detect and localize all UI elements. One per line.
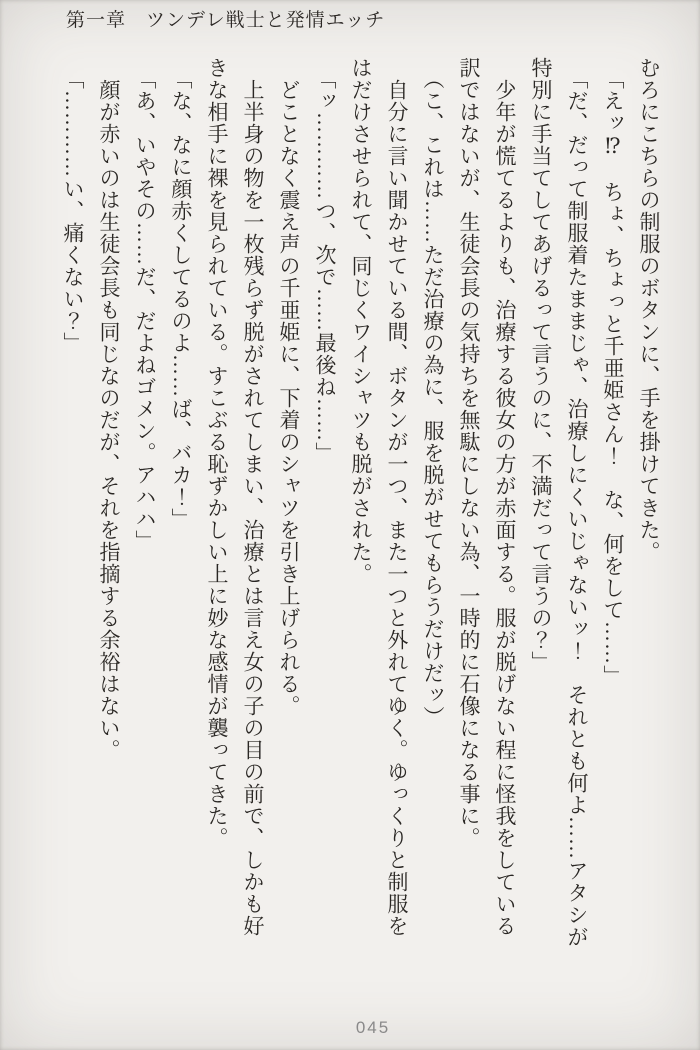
text-column: 訳ではないが、生徒会長の気持ちを無駄にしない為、一時的に石像になる事に。 (457, 57, 481, 849)
text-column: 自分に言い聞かせている間、ボタンが一つ、また一つと外れてゆく。ゆっくりと制服を (385, 79, 409, 937)
text-column: 「えッ⁉ ちょ、ちょっと千亜姫さん！ な、何をして……」 (601, 68, 625, 687)
text-column: むろにこちらの制服のボタンに、手を掛けてきた。 (637, 57, 661, 563)
text-column: 顔が赤いのは生徒会長も同じなのだが、それを指摘する余裕はない。 (97, 79, 121, 761)
text-column: どことなく震え声の千亜姫に、下着のシャツを引き上げられる。 (277, 79, 301, 717)
text-column: 「な、なに顔赤くしてるのよ……ば、バカ！」 (169, 68, 193, 530)
text-column: 上半身の物を一枚残らず脱がされてしまい、治療とは言え女の子の目の前で、しかも好 (241, 79, 265, 937)
text-column: 少年が慌てるよりも、治療する彼女の方が赤面する。服が脱げない程に怪我をしている (493, 79, 517, 937)
body-text (55, 57, 667, 992)
text-column: 「ッ…………つ、次で……最後ね……」 (313, 68, 337, 464)
text-column: 「だ、だって制服着たままじゃ、治療しにくいじゃないッ！ それとも何よ……アタシが (565, 68, 589, 948)
text-column: 特別に手当てしてあげるって言うのに、不満だって言うの？」 (529, 57, 553, 673)
text-column: （こ、これは……ただ治療の為に、服を脱がせてもらうだけだッ） (421, 68, 445, 728)
chapter-header: 第一章 ツンデレ戦士と発情エッチ (66, 10, 386, 31)
text-column: 「あ、いやその……だ、だよねゴメン。アハハ」 (133, 68, 157, 552)
text-column: きな相手に裸を見られている。すこぶる恥ずかしい上に妙な感情が襲ってきた。 (205, 57, 229, 849)
text-column: 「…………い、痛くない？」 (61, 68, 85, 354)
page-number: 045 (355, 1018, 391, 1037)
text-column: はだけさせられて、同じくワイシャツも脱がされた。 (349, 57, 373, 585)
